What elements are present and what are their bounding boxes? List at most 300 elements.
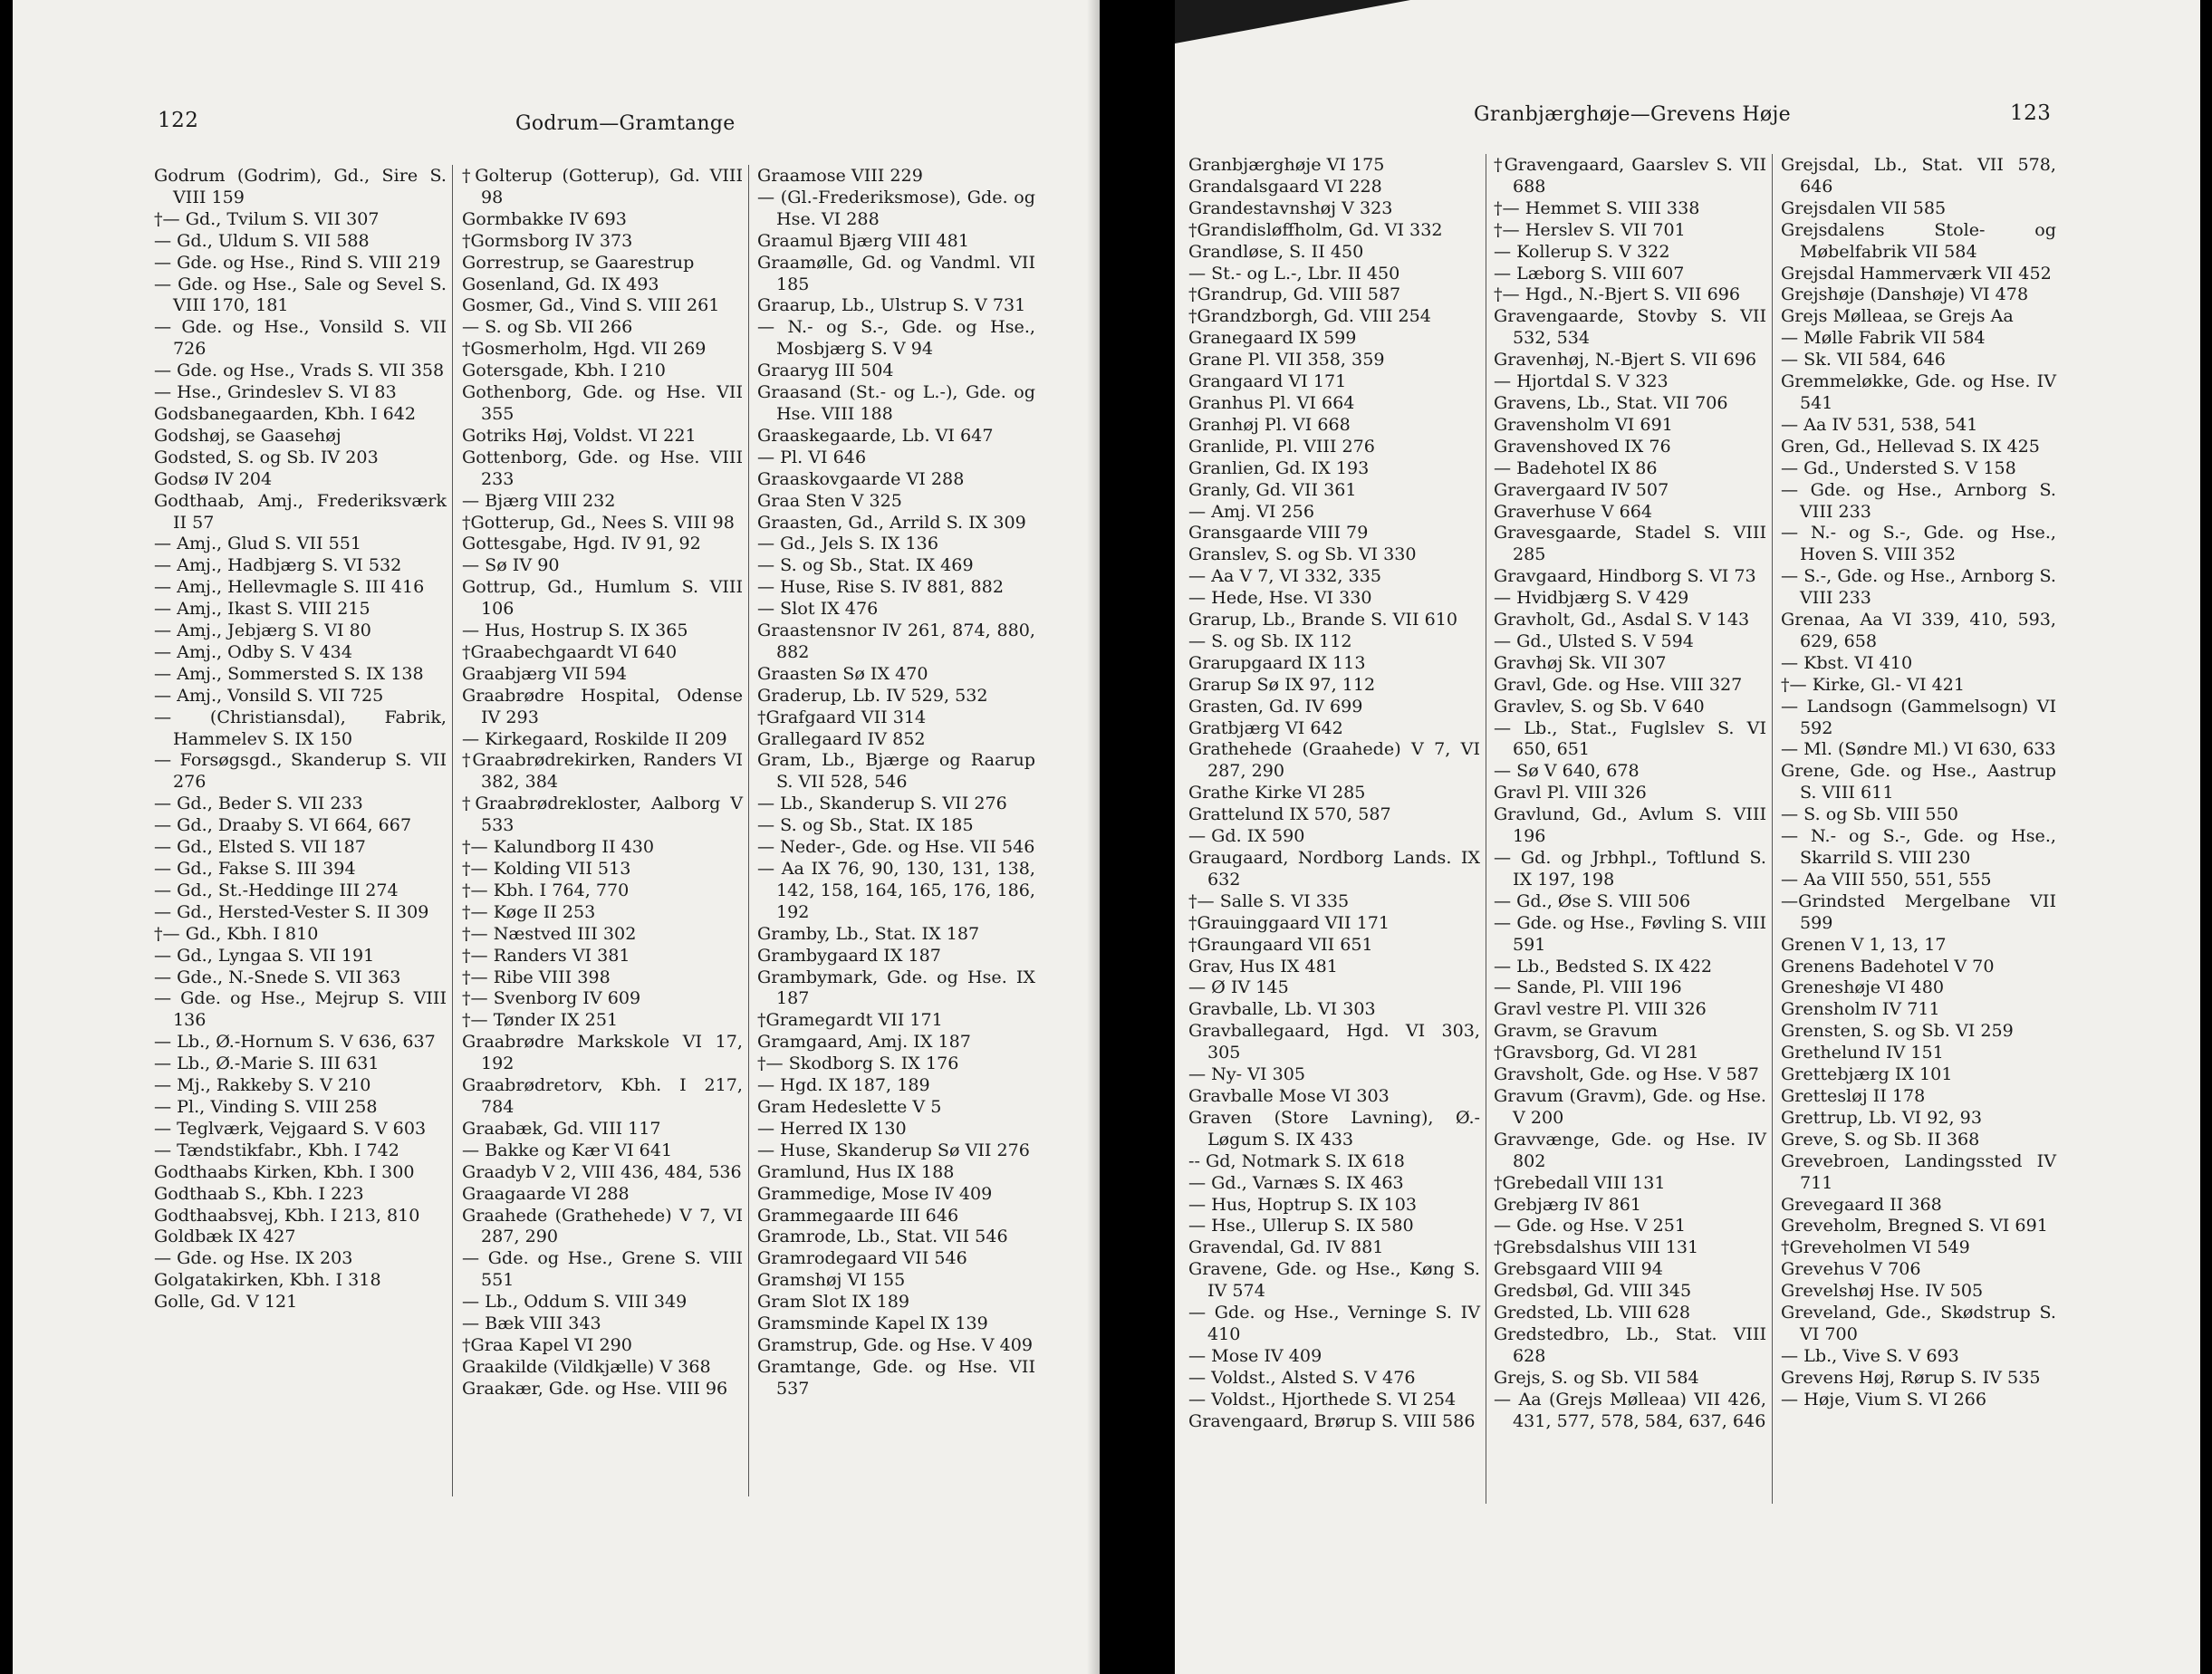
index-entry: — Amj., Hellevmagle S. III 416 [154,576,425,598]
index-entry: Gotriks Høj, Voldst. VI 221 [462,424,697,446]
index-entry: — N.- og S.-, Gde. og Hse., Mosbjærg S. V 94 [757,316,1035,360]
index-entry: — Høje, Vium S. VI 266 [1781,1388,1987,1409]
index-entry: Grattelund IX 570, 587 [1188,803,1391,825]
page-number: 122 [158,109,199,132]
index-entry: †Grandisløffholm, Gd. VI 332 [1188,218,1443,240]
index-entry: Graadyb V 2, VIII 436, 484, 536 [462,1160,742,1182]
index-entry: — Neder-, Gde. og Hse. VII 546 [757,836,1035,858]
index-entry: Graabjærg VII 594 [462,662,628,684]
index-entry: Gravgaard, Hindborg S. VI 73 [1494,565,1756,587]
index-entry: Graabrødretorv, Kbh. I 217, 784 [462,1074,743,1117]
index-entry: †Gravsborg, Gd. VI 281 [1494,1042,1699,1063]
index-entry: Grambygaard IX 187 [757,944,941,966]
index-entry: Graasten, Gd., Arrild S. IX 309 [757,511,1026,533]
index-entry: †— Hgd., N.-Bjert S. VII 696 [1494,284,1741,305]
index-entry: — Hjortdal S. V 323 [1494,370,1669,392]
index-entry: — Læborg S. VIII 607 [1494,262,1685,284]
index-entry: — Mj., Rakkeby S. V 210 [154,1074,371,1096]
index-entry: — Hgd. IX 187, 189 [757,1074,930,1096]
index-entry: Grasten, Gd. IV 699 [1188,695,1363,717]
index-entry: — Gde. og Hse., Arnborg S. VIII 233 [1781,478,2056,522]
index-entry: †— Gd., Kbh. I 810 [154,922,319,944]
index-entry: — Lb., Stat., Fuglslev S. VI 650, 651 [1494,717,1766,760]
index-entry: — Voldst., Hjorthede S. VI 254 [1188,1388,1457,1409]
index-entry: Godthaabs Kirken, Kbh. I 300 [154,1160,415,1182]
index-entry: †— Kalundborg II 430 [462,836,655,858]
index-entry: Gramgaard, Amj. IX 187 [757,1031,971,1053]
index-entry: — Bjærg VIII 232 [462,489,616,511]
index-entry: — Pl., Vinding S. VIII 258 [154,1095,378,1117]
index-entry: †— Tønder IX 251 [462,1009,619,1031]
index-column-3 [757,165,1035,1400]
index-entry: Gravl vestre Pl. VIII 326 [1494,998,1707,1020]
index-entry: Goldbæk IX 427 [154,1226,296,1247]
index-entry: †Grandrup, Gd. VIII 587 [1188,284,1401,305]
index-entry: Grane Pl. VII 358, 359 [1188,349,1385,370]
index-entry: Gosmer, Gd., Vind S. VIII 261 [462,294,720,316]
index-entry: — S. og Sb. VII 266 [462,316,633,338]
index-entry: — Gd., Jels S. IX 136 [757,533,938,554]
index-entry: Graugaard, Nordborg Lands. IX 632 [1188,847,1480,890]
index-entry: Gravhøj Sk. VII 307 [1494,651,1667,673]
index-entry: Greneshøje VI 480 [1781,976,1945,998]
index-entry: Godrum (Godrim), Gd., Sire S. VIII 159 [154,165,447,207]
index-entry: Gravl, Gde. og Hse. VIII 327 [1494,673,1743,695]
index-entry: Gravvænge, Gde. og Hse. IV 802 [1494,1128,1766,1171]
index-entry: †Grandzborgh, Gd. VIII 254 [1188,305,1431,327]
index-entry: — Aa IV 531, 538, 541 [1781,413,1978,435]
index-entry: Granbjærghøje VI 175 [1188,154,1385,175]
index-entry: Gredsted, Lb. VIII 628 [1494,1302,1691,1323]
index-entry: †Greveholmen VI 549 [1781,1236,1970,1258]
index-entry: — Voldst., Alsted S. V 476 [1188,1366,1416,1388]
left-page [13,0,1100,1674]
index-entry: Grevehus V 706 [1781,1258,1921,1280]
index-entry: Graabrødre Hospital, Odense IV 293 [462,684,743,727]
index-entry: Grensten, S. og Sb. VI 259 [1781,1020,2014,1042]
index-entry: Grenen V 1, 13, 17 [1781,933,1947,955]
index-entry: Gravm, se Gravum [1494,1020,1658,1042]
index-entry: Gramby, Lb., Stat. IX 187 [757,922,980,944]
index-entry: — Gd., Uldum S. VII 588 [154,229,370,251]
right-page [1175,0,2200,1674]
index-entry: Graasten Sø IX 470 [757,662,928,684]
index-entry: — Sk. VII 584, 646 [1781,349,1946,370]
index-entry: †Gosmerholm, Hgd. VII 269 [462,338,707,360]
index-entry: Grevelshøj Hse. IV 505 [1781,1280,1984,1302]
index-entry: — Kollerup S. V 322 [1494,240,1670,262]
index-entry: Grandalsgaard VI 228 [1188,175,1382,197]
index-entry: Graasand (St.- og L.-), Gde. og Hse. VIII 188 [757,381,1035,424]
index-entry: Grethelund IV 151 [1781,1042,1944,1063]
index-entry: — Mose IV 409 [1188,1344,1322,1366]
index-entry: Gravenhøj, N.-Bjert S. VII 696 [1494,349,1757,370]
index-entry: — (Christiansdal), Fabrik, Hammelev S. IX 150 [154,706,447,749]
index-entry: Grevebroen, Landingssted IV 711 [1781,1150,2056,1193]
index-entry: †— Salle S. VI 335 [1188,890,1350,911]
index-entry: Godsbanegaarden, Kbh. I 642 [154,402,417,424]
index-entry: Grejsdal, Lb., Stat. VII 578, 646 [1781,154,2056,197]
index-entry: Grettrup, Lb. VI 92, 93 [1781,1106,1982,1128]
index-entry: — (Gl.-Frederiksmose), Gde. og Hse. VI 288 [757,186,1035,229]
running-head: Granbjærghøje—Grevens Høje [1474,103,1791,126]
index-entry: Gransgaarde VIII 79 [1188,522,1369,544]
index-entry: Gravholt, Gd., Asdal S. V 143 [1494,609,1750,630]
index-entry: Grandestavnshøj V 323 [1188,197,1393,218]
page-number: 123 [2010,101,2052,125]
index-entry: Godthaabsvej, Kbh. I 213, 810 [154,1204,420,1226]
index-entry: Grejs, S. og Sb. VII 584 [1494,1366,1699,1388]
index-entry: Godthaab S., Kbh. I 223 [154,1182,364,1204]
index-entry: Gottesgabe, Hgd. IV 91, 92 [462,533,701,554]
index-entry: Gravsholt, Gde. og Hse. V 587 [1494,1063,1759,1085]
index-entry: — Gd., Beder S. VII 233 [154,793,363,814]
index-entry: — Huse, Skanderup Sø VII 276 [757,1139,1030,1160]
index-entry: — Lb., Oddum S. VIII 349 [462,1291,688,1313]
index-entry: Grathe Kirke VI 285 [1188,782,1366,803]
index-entry: — Aa VIII 550, 551, 555 [1781,868,1992,890]
index-entry: Graakær, Gde. og Hse. VIII 96 [462,1377,728,1399]
index-entry: Grettebjærg IX 101 [1781,1063,1953,1085]
index-entry: Grejshøje (Danshøje) VI 478 [1781,284,2029,305]
index-entry: Godsted, S. og Sb. IV 203 [154,446,379,467]
index-entry: — Amj., Vonsild S. VII 725 [154,684,384,706]
index-entry: — Tændstikfabr., Kbh. I 742 [154,1139,399,1160]
index-entry: — Lb., Skanderup S. VII 276 [757,793,1007,814]
index-entry: — Amj., Ikast S. VIII 215 [154,598,370,620]
index-entry: Grejsdalen VII 585 [1781,197,1947,218]
index-entry: — Gd., Understed S. V 158 [1781,457,2016,478]
index-entry: †Golterup (Gotterup), Gd. VIII 98 [462,165,743,207]
index-entry: †— Kolding VII 513 [462,858,631,879]
index-entry: Godthaab, Amj., Frederiksværk II 57 [154,489,447,533]
index-entry: — N.- og S.-, Gde. og Hse., Hoven S. VIII 352 [1781,522,2056,565]
index-entry: — Gde. og Hse. IX 203 [154,1247,353,1269]
index-entry: — Slot IX 476 [757,598,879,620]
index-entry: †— Kirke, Gl.- VI 421 [1781,673,1966,695]
index-entry: Graaskegaarde, Lb. VI 647 [757,424,994,446]
index-entry: Grejs Mølleaa, se Grejs Aa [1781,305,2014,327]
index-entry: Gren, Gd., Hellevad S. IX 425 [1781,435,2040,457]
index-entry: Gormbakke IV 693 [462,207,627,229]
index-entry: — Amj., Odby S. V 434 [154,640,352,662]
index-entry: Gravlev, S. og Sb. V 640 [1494,695,1705,717]
index-entry: Grejsdal Hammerværk VII 452 [1781,262,2052,284]
index-entry: Grensholm IV 711 [1781,998,1940,1020]
index-entry: — Gd., Øse S. VIII 506 [1494,890,1691,911]
index-entry: †— Næstved III 302 [462,922,637,944]
index-entry: Gramstrup, Gde. og Hse. V 409 [757,1333,1034,1355]
index-entry: — Hvidbjærg S. V 429 [1494,587,1689,609]
index-entry: — Lb., Ø.-Hornum S. V 636, 637 [154,1031,436,1053]
index-entry: †— Kbh. I 764, 770 [462,879,630,900]
index-entry: †— Gd., Tvilum S. VII 307 [154,207,380,229]
index-entry: — Gd., Ulsted S. V 594 [1494,630,1694,651]
index-entry: — S. og Sb., Stat. IX 185 [757,814,974,836]
index-entry: — Gde. og Hse., Verninge S. IV 410 [1188,1302,1480,1344]
index-entry: Granlide, Pl. VIII 276 [1188,435,1375,457]
index-entry: — Gd. og Jrbhpl., Toftlund S. IX 197, 198 [1494,847,1766,890]
index-entry: Gravum (Gravm), Gde. og Hse. V 200 [1494,1084,1766,1128]
index-entry: Gramtange, Gde. og Hse. VII 537 [757,1355,1035,1399]
index-entry: Gorrestrup, se Gaarestrup [462,251,695,273]
index-entry: — Aa IX 76, 90, 130, 131, 138, 142, 158, 164, 165, 176, 186, 192 [757,858,1035,922]
index-entry: — Hede, Hse. VI 330 [1188,587,1372,609]
index-entry: Graamølle, Gd. og Vandml. VII 185 [757,251,1035,294]
index-entry: — Gde. og Hse., Føvling S. VIII 591 [1494,911,1766,955]
index-entry: Gravene, Gde. og Hse., Køng S. IV 574 [1188,1258,1480,1302]
index-entry: Gotersgade, Kbh. I 210 [462,360,666,381]
index-entry: — Hse., Grindeslev S. VI 83 [154,381,397,403]
index-entry: Graaryg III 504 [757,360,894,381]
index-entry: †— Køge II 253 [462,900,596,922]
index-entry: — Sø IV 90 [462,554,560,576]
index-entry: Graamul Bjærg VIII 481 [757,229,969,251]
index-entry: — Amj., Sommersted S. IX 138 [154,662,424,684]
index-entry: — Lb., Vive S. V 693 [1781,1344,1959,1366]
index-entry: Gravensholm VI 691 [1494,413,1673,435]
index-entry: — Gde. og Hse., Sale og Sevel S. VIII 170, 181 [154,273,447,316]
index-entry: †— Randers VI 381 [462,944,630,966]
index-entry: Gramsminde Kapel IX 139 [757,1313,988,1334]
index-entry: — Gd., Lyngaa S. VII 191 [154,944,375,966]
index-column-3 [1781,154,2056,1410]
index-entry: — Forsøgsgd., Skanderup S. VII 276 [154,749,447,793]
index-entry: — Lb., Bedsted S. IX 422 [1494,955,1713,976]
index-column-2 [1494,154,1766,1431]
index-entry: — Gde., N.-Snede S. VII 363 [154,966,401,987]
index-entry: Gravballe, Lb. VI 303 [1188,998,1376,1020]
index-entry: †Graa Kapel VI 290 [462,1333,632,1355]
index-entry: — Amj. VI 256 [1188,500,1314,522]
index-entry: Gravens, Lb., Stat. VII 706 [1494,391,1728,413]
index-entry: †Gravengaard, Gaarslev S. VII 688 [1494,154,1766,197]
index-entry: — Mølle Fabrik VII 584 [1781,327,1986,349]
index-entry: Grammegaarde III 646 [757,1204,959,1226]
index-entry: Graverhuse V 664 [1494,500,1653,522]
index-entry: — Gd. IX 590 [1188,825,1305,847]
index-entry: Granegaard IX 599 [1188,327,1357,349]
index-entry: Gravengaard, Brørup S. VIII 586 [1188,1409,1476,1431]
index-column-1 [1188,154,1480,1431]
index-entry: †Graungaard VII 651 [1188,933,1373,955]
index-entry: Granly, Gd. VII 361 [1188,478,1357,500]
index-entry: — Gde. og Hse., Grene S. VIII 551 [462,1247,743,1291]
index-entry: Grene, Gde. og Hse., Aastrup S. VIII 611 [1781,760,2056,803]
index-entry: †Gormsborg IV 373 [462,229,633,251]
index-entry: — Gd., Fakse S. III 394 [154,858,356,879]
index-entry: Graahede (Grathehede) V 7, VI 287, 290 [462,1204,743,1247]
index-entry: — Hus, Hoptrup S. IX 103 [1188,1193,1417,1215]
index-entry: — Badehotel IX 86 [1494,457,1658,478]
index-entry: †— Svenborg IV 609 [462,987,641,1009]
index-entry: Grathehede (Graahede) V 7, VI 287, 290 [1188,738,1480,782]
index-entry: — Kbst. VI 410 [1781,651,1913,673]
index-entry: — S. og Sb., Stat. IX 469 [757,554,974,576]
index-entry: Gramshøj VI 155 [757,1269,906,1291]
running-head: Godrum—Gramtange [515,112,736,135]
index-entry: Gravenshoved IX 76 [1494,435,1671,457]
index-entry: Gratbjærg VI 642 [1188,717,1343,738]
index-entry: Gram Slot IX 189 [757,1291,910,1313]
index-entry: Greve, S. og Sb. II 368 [1781,1128,1980,1150]
index-entry: Gramlund, Hus IX 188 [757,1160,955,1182]
index-entry: Gram Hedeslette V 5 [757,1095,942,1117]
index-entry: Grambymark, Gde. og Hse. IX 187 [757,966,1035,1009]
index-entry: †— Ribe VIII 398 [462,966,611,987]
index-entry: — Sande, Pl. VIII 196 [1494,976,1682,998]
index-entry: — Bakke og Kær VI 641 [462,1139,673,1160]
index-entry: Gramrode, Lb., Stat. VII 546 [757,1226,1008,1247]
index-entry: Graagaarde VI 288 [462,1182,630,1204]
index-entry: Grarup Sø IX 97, 112 [1188,673,1376,695]
index-entry: Grarupgaard IX 113 [1188,651,1366,673]
index-entry: — Hse., Ullerup S. IX 580 [1188,1215,1414,1236]
index-entry: Gredsbøl, Gd. VIII 345 [1494,1280,1692,1302]
index-entry: Godsø IV 204 [154,467,273,489]
index-entry: -- Gd, Notmark S. IX 618 [1188,1150,1405,1171]
column-divider [748,165,749,1496]
index-entry: — Gd., Varnæs S. IX 463 [1188,1171,1404,1193]
index-entry: †Gotterup, Gd., Nees S. VIII 98 [462,511,735,533]
index-entry: Grejsdalens Stole- og Møbelfabrik VII 584 [1781,218,2056,262]
index-entry: Graabæk, Gd. VIII 117 [462,1117,661,1139]
index-entry: Gothenborg, Gde. og Hse. VII 355 [462,381,743,424]
scan-edge [1175,0,1410,43]
index-entry: Gravl Pl. VIII 326 [1494,782,1647,803]
index-entry: — Gde. og Hse., Rind S. VIII 219 [154,251,441,273]
index-entry: — Aa (Grejs Mølleaa) VII 426, 431, 577, 578, 584, 637, 646 [1494,1388,1766,1431]
index-entry: — Gd., Hersted-Vester S. II 309 [154,900,429,922]
index-entry: Grallegaard IV 852 [757,727,926,749]
index-entry: — Gd., St.-Heddinge III 274 [154,879,399,900]
index-entry: Graarup, Lb., Ulstrup S. V 731 [757,294,1026,316]
index-entry: †Gramegardt VII 171 [757,1009,943,1031]
index-entry: — Amj., Hadbjærg S. VI 532 [154,554,402,576]
index-entry: — S. og Sb. IX 112 [1188,630,1352,651]
index-entry: Gram, Lb., Bjærge og Raarup S. VII 528, 546 [757,749,1035,793]
index-entry: †— Hemmet S. VIII 338 [1494,197,1700,218]
index-entry: Golle, Gd. V 121 [154,1291,298,1313]
index-entry: Graa Sten V 325 [757,489,902,511]
index-entry: Granslev, S. og Sb. VI 330 [1188,544,1417,565]
index-entry: Gosenland, Gd. IX 493 [462,273,659,294]
index-entry: Greveholm, Bregned S. VI 691 [1781,1215,2048,1236]
index-entry: — Landsogn (Gammelsogn) VI 592 [1781,695,2056,738]
index-entry: —Grindsted Mergelbane VII 599 [1781,890,2056,933]
index-entry: †— Herslev S. VII 701 [1494,218,1686,240]
index-entry: Granlien, Gd. IX 193 [1188,457,1370,478]
index-entry: — Ny- VI 305 [1188,1063,1306,1085]
index-entry: Gravengaarde, Stovby S. VII 532, 534 [1494,305,1766,349]
index-entry: †Grebsdalshus VIII 131 [1494,1236,1699,1258]
index-entry: Grenens Badehotel V 70 [1781,955,1995,976]
index-entry: Grandløse, S. II 450 [1188,240,1364,262]
index-entry: — Amj., Glud S. VII 551 [154,533,362,554]
index-entry: — Huse, Rise S. IV 881, 882 [757,576,1004,598]
index-entry: †Graabrødrekirken, Randers VI 382, 384 [462,749,743,793]
index-entry: Greveland, Gde., Skødstrup S. VI 700 [1781,1302,2056,1344]
index-entry: — Gd., Elsted S. VII 187 [154,836,366,858]
index-entry: Grevens Høj, Rørup S. IV 535 [1781,1366,2041,1388]
index-entry: Grenaa, Aa VI 339, 410, 593, 629, 658 [1781,609,2056,651]
index-entry: Grebjærg IV 861 [1494,1193,1642,1215]
index-entry: Gravesgaarde, Stadel S. VIII 285 [1494,522,1766,565]
index-entry: — Bæk VIII 343 [462,1313,601,1334]
index-entry: Grarup, Lb., Brande S. VII 610 [1188,609,1458,630]
index-entry: Gravendal, Gd. IV 881 [1188,1236,1384,1258]
index-entry: Gottrup, Gd., Humlum S. VIII 106 [462,576,743,620]
index-entry: Graaskovgaarde VI 288 [757,467,965,489]
index-entry: Graastensnor IV 261, 874, 880, 882 [757,620,1035,662]
index-entry: — Kirkegaard, Roskilde II 209 [462,727,727,749]
index-entry: Gremmeløkke, Gde. og Hse. IV 541 [1781,370,2056,413]
index-entry: — Pl. VI 646 [757,446,867,467]
index-entry: Gravergaard IV 507 [1494,478,1669,500]
index-entry: Grav, Hus IX 481 [1188,955,1338,976]
index-entry: — Gde. og Hse., Vrads S. VII 358 [154,360,445,381]
index-entry: — Gde. og Hse. V 251 [1494,1215,1687,1236]
index-entry: Golgatakirken, Kbh. I 318 [154,1269,381,1291]
index-entry: Gredstedbro, Lb., Stat. VIII 628 [1494,1323,1766,1366]
index-entry: Graamose VIII 229 [757,165,923,186]
index-entry: †Grafgaard VII 314 [757,706,927,727]
index-entry: Graderup, Lb. IV 529, 532 [757,684,988,706]
index-entry: Grangaard VI 171 [1188,370,1347,392]
index-entry: Granhøj Pl. VI 668 [1188,413,1351,435]
index-entry: — Gd., Draaby S. VI 664, 667 [154,814,412,836]
index-entry: Grevegaard II 368 [1781,1193,1942,1215]
index-entry: Graven (Store Lavning), Ø.-Løgum S. IX 433 [1188,1106,1480,1150]
index-entry: — Sø V 640, 678 [1494,760,1640,782]
index-entry: †Grauinggaard VII 171 [1188,911,1390,933]
page-gutter-shadow [1087,0,1100,1674]
index-entry: — Teglværk, Vejgaard S. V 603 [154,1117,427,1139]
index-entry: — Ml. (Søndre Ml.) VI 630, 633 [1781,738,2056,760]
index-entry: Grettesløj II 178 [1781,1084,1926,1106]
index-entry: — Gde. og Hse., Vonsild S. VII 726 [154,316,447,360]
index-entry: Gravlund, Gd., Avlum S. VIII 196 [1494,803,1766,847]
index-entry: Gravballe Mose VI 303 [1188,1084,1390,1106]
index-entry: — Ø IV 145 [1188,976,1289,998]
column-divider [1772,154,1773,1504]
index-entry: — S. og Sb. VIII 550 [1781,803,1958,825]
index-entry: †— Skodborg S. IX 176 [757,1053,959,1074]
index-entry: †Graabrødrekloster, Aalborg V 533 [462,793,743,836]
index-entry: †Graabechgaardt VI 640 [462,640,678,662]
index-entry: Granhus Pl. VI 664 [1188,391,1355,413]
index-entry: — Amj., Jebjærg S. VI 80 [154,620,371,641]
index-entry: Graakilde (Vildkjælle) V 368 [462,1355,711,1377]
index-entry: Gramrodegaard VII 546 [757,1247,967,1269]
index-entry: Grammedige, Mose IV 409 [757,1182,993,1204]
index-column-1 [154,165,447,1313]
index-entry: Gravballegaard, Hgd. VI 303, 305 [1188,1020,1480,1063]
index-entry: — N.- og S.-, Gde. og Hse., Skarrild S. VIII 230 [1781,825,2056,868]
column-divider [452,165,453,1496]
index-entry: — Aa V 7, VI 332, 335 [1188,565,1381,587]
index-entry: — Hus, Hostrup S. IX 365 [462,620,688,641]
index-entry: Grebsgaard VIII 94 [1494,1258,1663,1280]
index-entry: — S.-, Gde. og Hse., Arnborg S. VIII 233 [1781,565,2056,609]
index-entry: — Gde. og Hse., Mejrup S. VIII 136 [154,987,447,1031]
index-entry: Gottenborg, Gde. og Hse. VIII 233 [462,446,743,489]
index-entry: Graabrødre Markskole VI 17, 192 [462,1031,743,1074]
index-entry: Godshøj, se Gaasehøj [154,424,341,446]
index-column-2 [462,165,743,1400]
index-entry: — St.- og L.-, Lbr. II 450 [1188,262,1400,284]
index-entry: †Grebedall VIII 131 [1494,1171,1666,1193]
